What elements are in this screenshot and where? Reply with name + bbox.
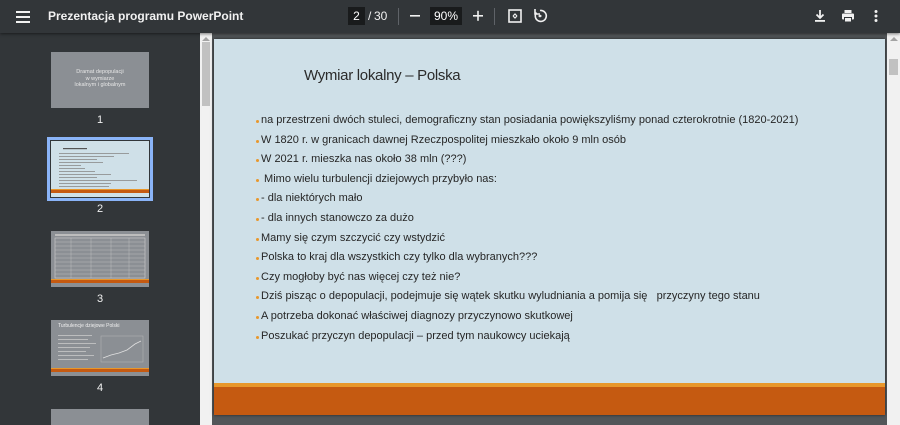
sidebar-scrollbar[interactable] [200,33,212,425]
bullet-item: W 1820 r. w granicach dawnej Rzeczpospolitej mieszkało około 9 mln osób [256,131,876,151]
thumbnail-heading: Turbulencje dziejowe Polski [58,323,120,329]
page-number-input[interactable]: 2 [348,7,365,25]
zoom-in-icon[interactable] [467,5,489,27]
slide-footer-band [214,387,885,415]
bullet-dot [256,198,259,201]
toolbar-divider [494,8,495,25]
thumbnail-band [51,190,149,193]
pdf-toolbar [0,0,900,33]
bullet-dot [256,277,259,280]
slide-page-2 [214,39,885,415]
thumbnail-number: 1 [96,114,104,126]
bullet-dot [256,159,259,162]
bullet-item: - dla innych stanowczo za dużo [256,209,876,229]
fit-page-icon[interactable] [504,5,526,27]
bullet-dot [256,120,259,123]
thumbnail-band [51,369,149,372]
bullet-dot [256,238,259,241]
bullet-dot [256,316,259,319]
page-separator: / [368,9,372,23]
scrollbar-thumb[interactable] [202,42,210,106]
scrollbar-thumb[interactable] [889,59,898,75]
thumbnail-number: 4 [96,382,104,394]
bullet-dot [256,218,259,221]
zoom-out-icon[interactable] [404,5,426,27]
scroll-up-arrow[interactable] [890,37,898,41]
thumbnail-band [51,280,149,283]
thumbnail-number: 3 [96,293,104,305]
bullet-dot [256,179,259,182]
document-title: Prezentacja programu PowerPoint [48,9,244,23]
bullet-item: Czy mogłoby być nas więcej czy też nie? [256,268,876,288]
bullet-dot [256,336,259,339]
bullet-item: na przestrzeni dwóch stuleci, demograficzny stan posiadania powiększyliśmy ponad czterokrotnie (1820-2021) [256,111,876,131]
download-icon[interactable] [809,5,831,27]
bullet-item: W 2021 r. mieszka nas około 38 mln (???) [256,150,876,170]
scroll-up-arrow[interactable] [202,37,210,41]
bullet-item: A potrzeba dokonać właściwej diagnozy przyczynowo skutkowej [256,307,876,327]
document-viewer [212,33,887,425]
thumbnail-image[interactable] [51,52,149,108]
thumbnail-sidebar [0,33,200,425]
thumbnail-text: Dramat depopulacji w wymiarze lokalnym i globalnym [74,69,126,88]
bullet-dot [256,296,259,299]
thumbnail-image[interactable] [51,231,149,287]
slide-bullet-list [256,111,876,346]
zoom-level-input[interactable]: 90% [430,7,462,25]
slide-title: Wymiar lokalny – Polska [304,67,461,84]
toolbar-divider [398,8,399,25]
rotate-icon[interactable] [529,5,551,27]
bullet-item: - dla niektórych mało [256,189,876,209]
menu-icon[interactable] [14,8,34,26]
bullet-item: Mamy się czym szczycić czy wstydzić [256,229,876,249]
total-pages: 30 [374,9,388,23]
print-icon[interactable] [837,5,859,27]
bullet-dot [256,257,259,260]
thumbnail-image[interactable] [51,320,149,376]
bullet-item: Poszukać przyczyn depopulacji – przed tym naukowcy uciekają [256,327,876,347]
bullet-dot [256,140,259,143]
thumbnail-number: 2 [96,203,104,215]
viewer-scrollbar[interactable] [887,33,900,425]
thumbnail-image[interactable] [51,141,149,197]
bullet-item: Mimo wielu turbulencji dziejowych przybyło nas: [256,170,876,190]
more-vert-icon[interactable] [865,5,887,27]
thumbnail-image[interactable] [51,409,149,425]
bullet-item: Dziś pisząc o depopulacji, podejmuje się wątek skutku wyludniania a pomija się przyczyny tego stanu [256,287,876,307]
bullet-item: Polska to kraj dla wszystkich czy tylko dla wybranych??? [256,248,876,268]
